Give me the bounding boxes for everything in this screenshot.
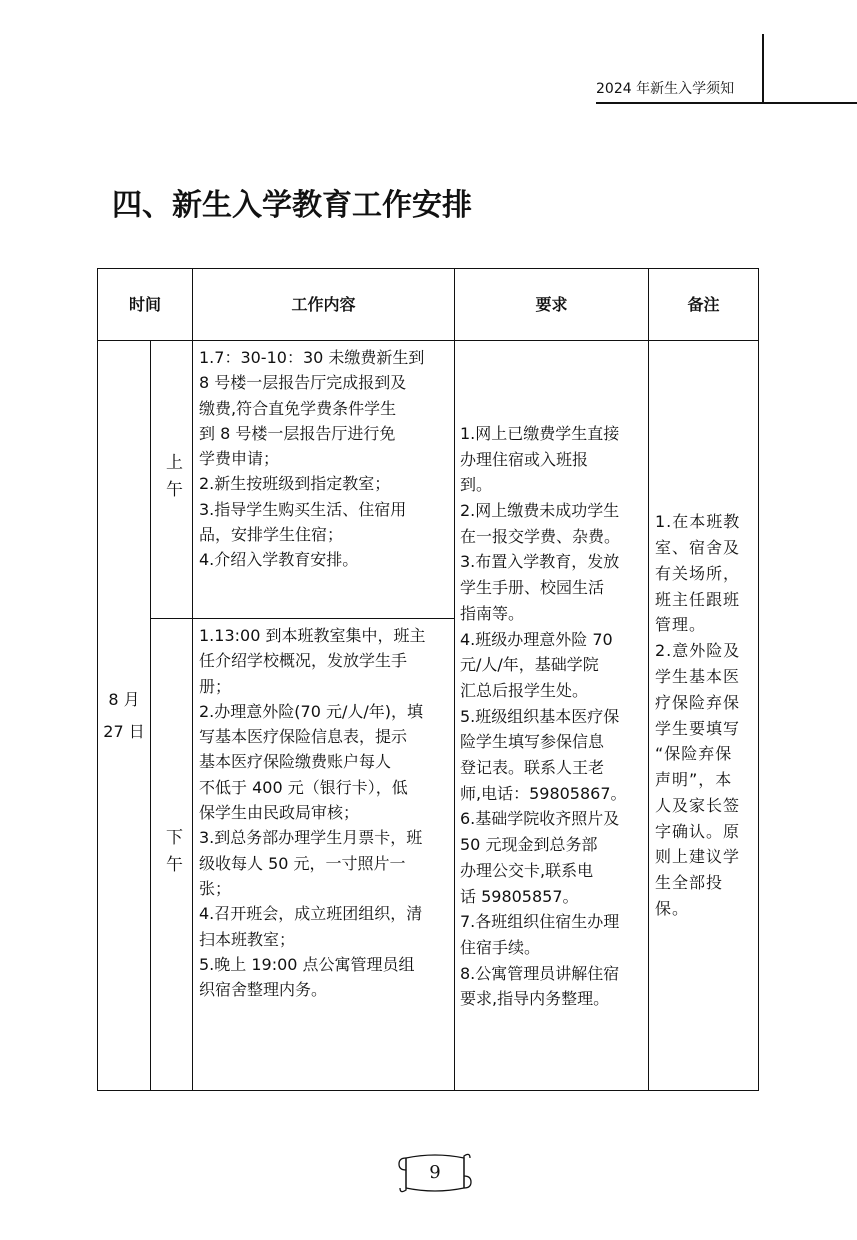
page-number-text: 9 [429,1162,441,1183]
list-item: 50 元现金到总务部 [460,835,598,855]
afternoon-label: 下午 [162,827,182,882]
header-requirements: 要求 [455,269,649,341]
morning-content-cell [193,341,455,619]
list-item: 声明”，本 [655,770,733,790]
list-item: 人及家长签 [655,795,741,815]
list-item: 织宿舍整理内务。 [199,980,328,1000]
list-item: 元/人/年，基础学院 [460,655,599,675]
running-header: 2024 年新生入学须知 [596,81,735,97]
date-day: 27 日 [103,721,145,741]
list-item: 缴费,符合直免学费条件学生 [199,398,397,418]
header-vertical-rule [762,34,764,104]
list-item: 登记表。联系人王老 [460,758,605,778]
list-item: 到。 [460,475,493,495]
list-item: 5.晚上 19:00 点公寓管理员组 [199,954,415,974]
page-number [396,1150,474,1196]
list-item: 3.到总务部办理学生月票卡，班 [199,828,423,848]
list-item: 品，安排学生住宿； [199,525,344,545]
list-item: 2.意外险及 [655,641,741,661]
list-item: 任介绍学校概况，发放学生手 [199,651,408,671]
list-item: 学生要填写 [655,718,741,738]
list-item: 1.网上已缴费学生直接 [460,423,620,443]
list-item: 管理。 [655,615,707,635]
list-item: 3.指导学生购买生活、住宿用 [199,499,407,519]
list-item: 6.基础学院收齐照片及 [460,809,620,829]
table-row-morning [98,341,759,619]
list-item: 张； [199,878,232,898]
morning-label-cell [151,341,193,619]
list-item: 学生基本医 [655,666,741,686]
list-item: 级收每人 50 元，一寸照片一 [199,853,406,873]
date-cell [98,341,151,1091]
list-item: 8.公寓管理员讲解住宿 [460,963,620,983]
list-item: 8 号楼一层报告厅完成报到及 [199,373,407,393]
list-item: 班主任跟班 [655,589,741,609]
list-item: 字确认。原 [655,821,741,841]
list-item: 住宿手续。 [460,937,541,957]
list-item: 保学生由民政局审核； [199,803,360,823]
list-item: 学费申请； [199,449,280,469]
list-item: 指南等。 [460,603,525,623]
list-item: 要求,指导内务整理。 [460,989,610,1009]
date-month: 8 月 [108,689,140,709]
list-item: “保险弃保 [655,744,733,764]
notes-cell [649,341,759,1091]
morning-label: 上午 [162,452,182,507]
list-item: 2.网上缴费未成功学生 [460,501,620,521]
list-item: 生全部投 [655,873,724,893]
list-item: 4.班级办理意外险 70 [460,629,613,649]
list-item: 室、宿舍及 [655,537,741,557]
requirements-cell [455,341,649,1091]
header-time: 时间 [98,269,193,341]
list-item: 1.7：30-10：30 未缴费新生到 [199,348,425,367]
list-item: 扫本班教室； [199,929,296,949]
list-item: 基本医疗保险缴费账户每人 [199,752,392,772]
list-item: 2.新生按班级到指定教室； [199,474,391,494]
list-item: 到 8 号楼一层报告厅进行免 [199,423,396,443]
header-content: 工作内容 [193,269,455,341]
list-item: 不低于 400 元（银行卡），低 [199,777,408,797]
list-item: 汇总后报学生处。 [460,680,589,700]
list-item: 师,电话：59805867。 [460,783,627,803]
header-notes: 备注 [649,269,759,341]
list-item: 5.班级组织基本医疗保 [460,706,620,726]
list-item: 办理住宿或入班报 [460,449,589,469]
list-item: 疗保险弃保 [655,692,741,712]
header-horizontal-rule [596,102,857,104]
section-title: 四、新生入学教育工作安排 [112,188,472,223]
list-item: 3.布置入学教育，发放 [460,552,620,572]
list-item: 2.办理意外险(70 元/人/年)，填 [199,701,423,721]
list-item: 4.召开班会，成立班团组织，清 [199,904,423,924]
list-item: 册； [199,676,232,696]
list-item: 则上建议学 [655,847,741,867]
list-item: 话 59805857。 [460,886,579,906]
table-header-row [98,269,759,341]
afternoon-content-cell [193,619,455,1091]
list-item: 险学生填写参保信息 [460,732,605,752]
list-item: 在一报交学费、杂费。 [460,526,621,546]
schedule-table [97,268,759,1091]
list-item: 1.13:00 到本班教室集中，班主 [199,626,426,645]
list-item: 保。 [655,899,690,919]
list-item: 4.介绍入学教育安排。 [199,550,359,570]
list-item: 写基本医疗保险信息表，提示 [199,727,408,747]
list-item: 学生手册、校园生活 [460,578,605,598]
list-item: 办理公交卡,联系电 [460,860,594,880]
list-item: 7.各班组织住宿生办理 [460,912,620,932]
list-item: 有关场所， [655,563,741,583]
list-item: 1.在本班教 [655,512,741,532]
afternoon-label-cell [151,619,193,1091]
